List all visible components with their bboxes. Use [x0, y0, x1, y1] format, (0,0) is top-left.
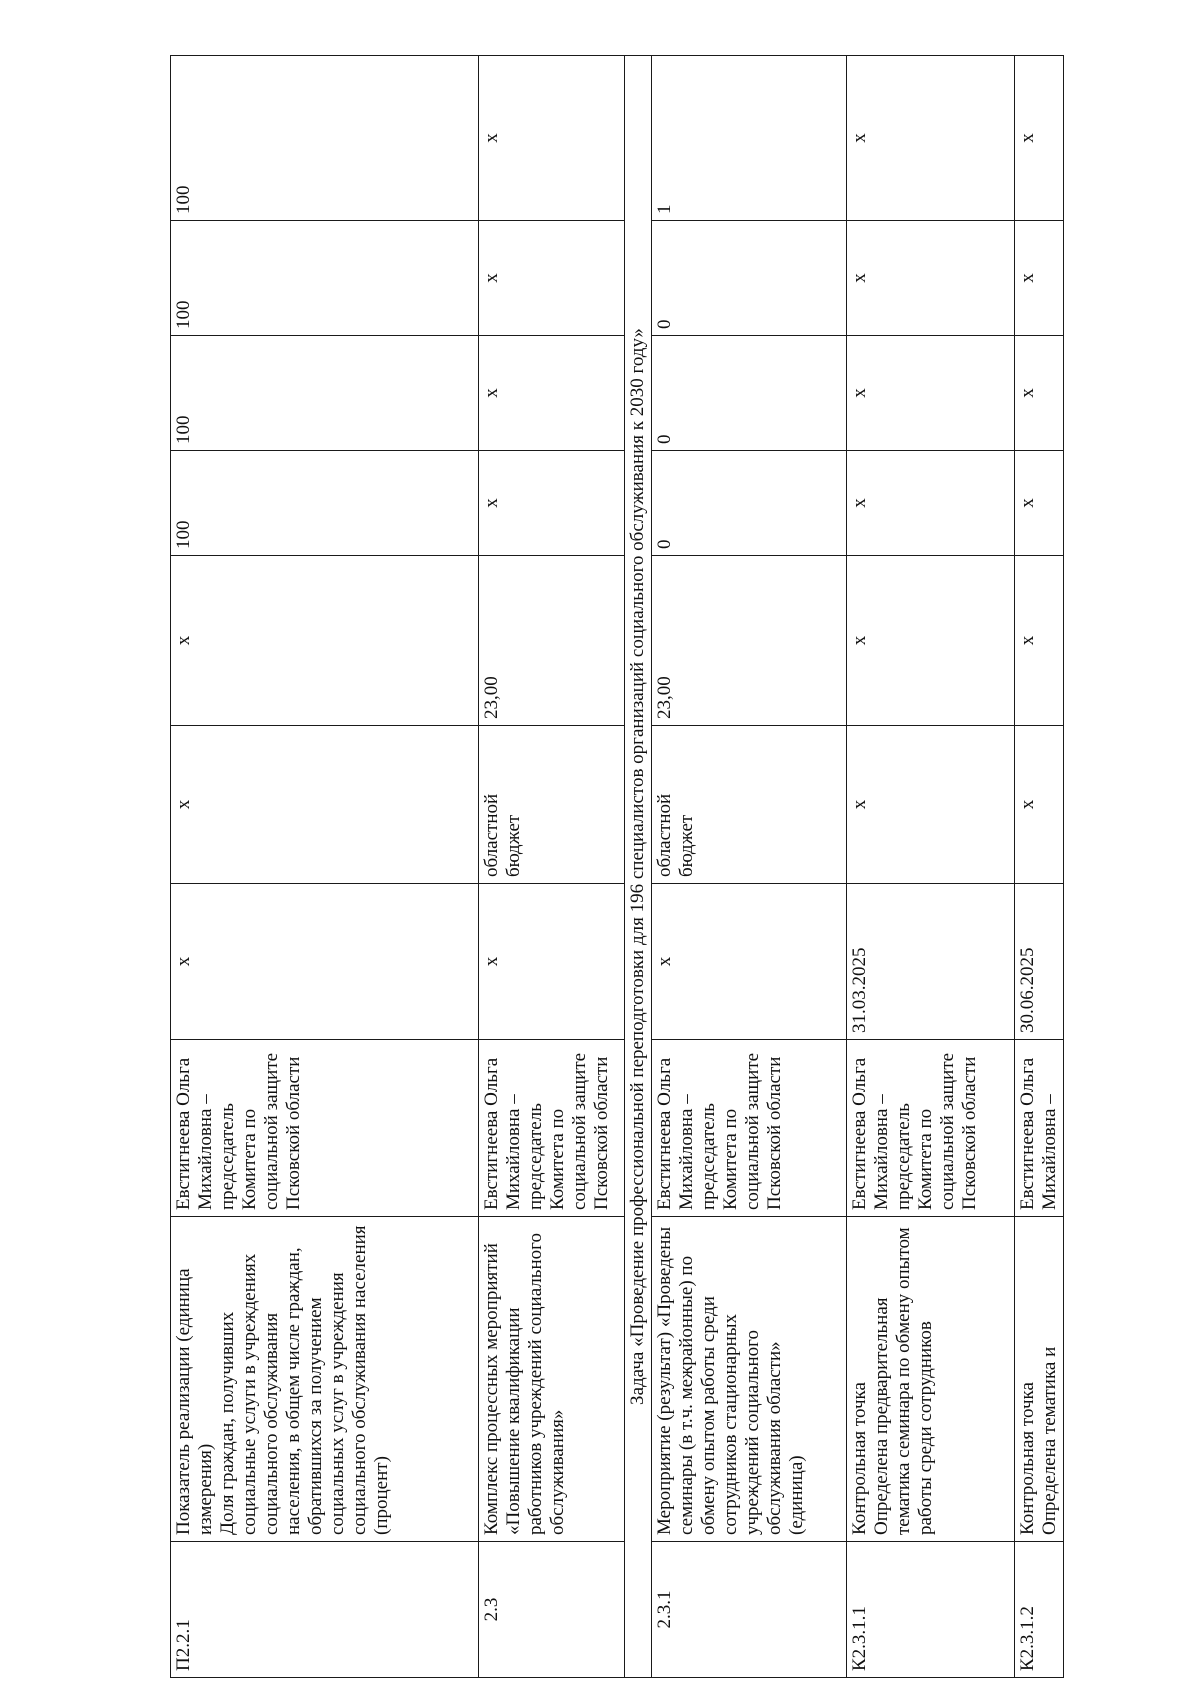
- row-year-3: х: [847, 221, 1015, 336]
- row-year-3: х: [1015, 221, 1064, 336]
- row-source: х: [847, 726, 1015, 884]
- row-code: 2.3: [479, 1542, 625, 1678]
- row-year-4: 1: [652, 56, 847, 221]
- table-row: [652, 56, 847, 1678]
- row-name: Контрольная точка Определена тематика и: [1015, 1217, 1064, 1542]
- row-year-3: 0: [652, 221, 847, 336]
- row-year-2: 100: [171, 336, 479, 451]
- row-date: х: [652, 884, 847, 1040]
- row-year-2: 0: [652, 336, 847, 451]
- row-year-1: 100: [171, 451, 479, 556]
- table-row: [1015, 56, 1064, 1678]
- row-source: х: [171, 726, 479, 884]
- row-year-1: х: [1015, 451, 1064, 556]
- row-amount: х: [847, 556, 1015, 726]
- row-name: Показатель реализации (единица измерения) Доля граждан, получивших социальные услуги в учреждениях социального обслуживания населения, в общем числе граждан, обратившихся за получением социальных услуг в учреждения социального обслуживания населения (процент): [171, 1217, 479, 1542]
- row-year-4: х: [1015, 56, 1064, 221]
- row-code: К2.3.1.2: [1015, 1542, 1064, 1678]
- row-year-1: 0: [652, 451, 847, 556]
- row-code: К2.3.1.1: [847, 1542, 1015, 1678]
- row-year-4: 100: [171, 56, 479, 221]
- row-year-4: х: [847, 56, 1015, 221]
- table-row: [847, 56, 1015, 1678]
- row-year-2: х: [479, 336, 625, 451]
- row-name: Мероприятие (результат) «Проведены семинары (в т.ч. межрайонные) по обмену опытом работы среди сотрудников стационарных учреждений социального обслуживания области» (единица): [652, 1217, 847, 1542]
- row-amount: 23,00: [652, 556, 847, 726]
- row-name: Комплекс процессных мероприятий «Повышение квалификации работников учреждений социального обслуживания»: [479, 1217, 625, 1542]
- row-date: 30.06.2025: [1015, 884, 1064, 1040]
- table-row: [479, 56, 625, 1678]
- row-date: х: [479, 884, 625, 1040]
- row-year-4: х: [479, 56, 625, 221]
- row-date: х: [171, 884, 479, 1040]
- task-heading: Задача «Проведение профессиональной переподготовки для 196 специалистов организаций социального обслуживания к 2030 году»: [625, 56, 652, 1678]
- row-year-3: 100: [171, 221, 479, 336]
- row-amount: 23,00: [479, 556, 625, 726]
- rotated-document-page: [170, 56, 1060, 1678]
- row-responsible: Евстигнеева Ольга Михайловна – председатель Комитета по социальной защите Псковской области: [652, 1040, 847, 1217]
- row-amount: х: [1015, 556, 1064, 726]
- row-responsible: Евстигнеева Ольга Михайловна – председатель Комитета по социальной защите Псковской области: [171, 1040, 479, 1217]
- row-responsible: Евстигнеева Ольга Михайловна – председатель Комитета по социальной защите Псковской области: [847, 1040, 1015, 1217]
- table-row: [171, 56, 479, 1678]
- row-source: х: [1015, 726, 1064, 884]
- row-code: 2.3.1: [652, 1542, 847, 1678]
- row-year-3: х: [479, 221, 625, 336]
- row-year-2: х: [1015, 336, 1064, 451]
- row-year-1: х: [479, 451, 625, 556]
- row-responsible: Евстигнеева Ольга Михайловна –: [1015, 1040, 1064, 1217]
- row-source: областной бюджет: [479, 726, 625, 884]
- row-code: П2.2.1: [171, 1542, 479, 1678]
- row-amount: х: [171, 556, 479, 726]
- row-year-1: х: [847, 451, 1015, 556]
- program-measures-table: [170, 55, 1064, 1678]
- row-date: 31.03.2025: [847, 884, 1015, 1040]
- row-name: Контрольная точка Определена предварительная тематика семинара по обмену опытом работы среди сотрудников: [847, 1217, 1015, 1542]
- row-source: областной бюджет: [652, 726, 847, 884]
- row-year-2: х: [847, 336, 1015, 451]
- task-row: [625, 56, 652, 1678]
- row-responsible: Евстигнеева Ольга Михайловна – председатель Комитета по социальной защите Псковской области: [479, 1040, 625, 1217]
